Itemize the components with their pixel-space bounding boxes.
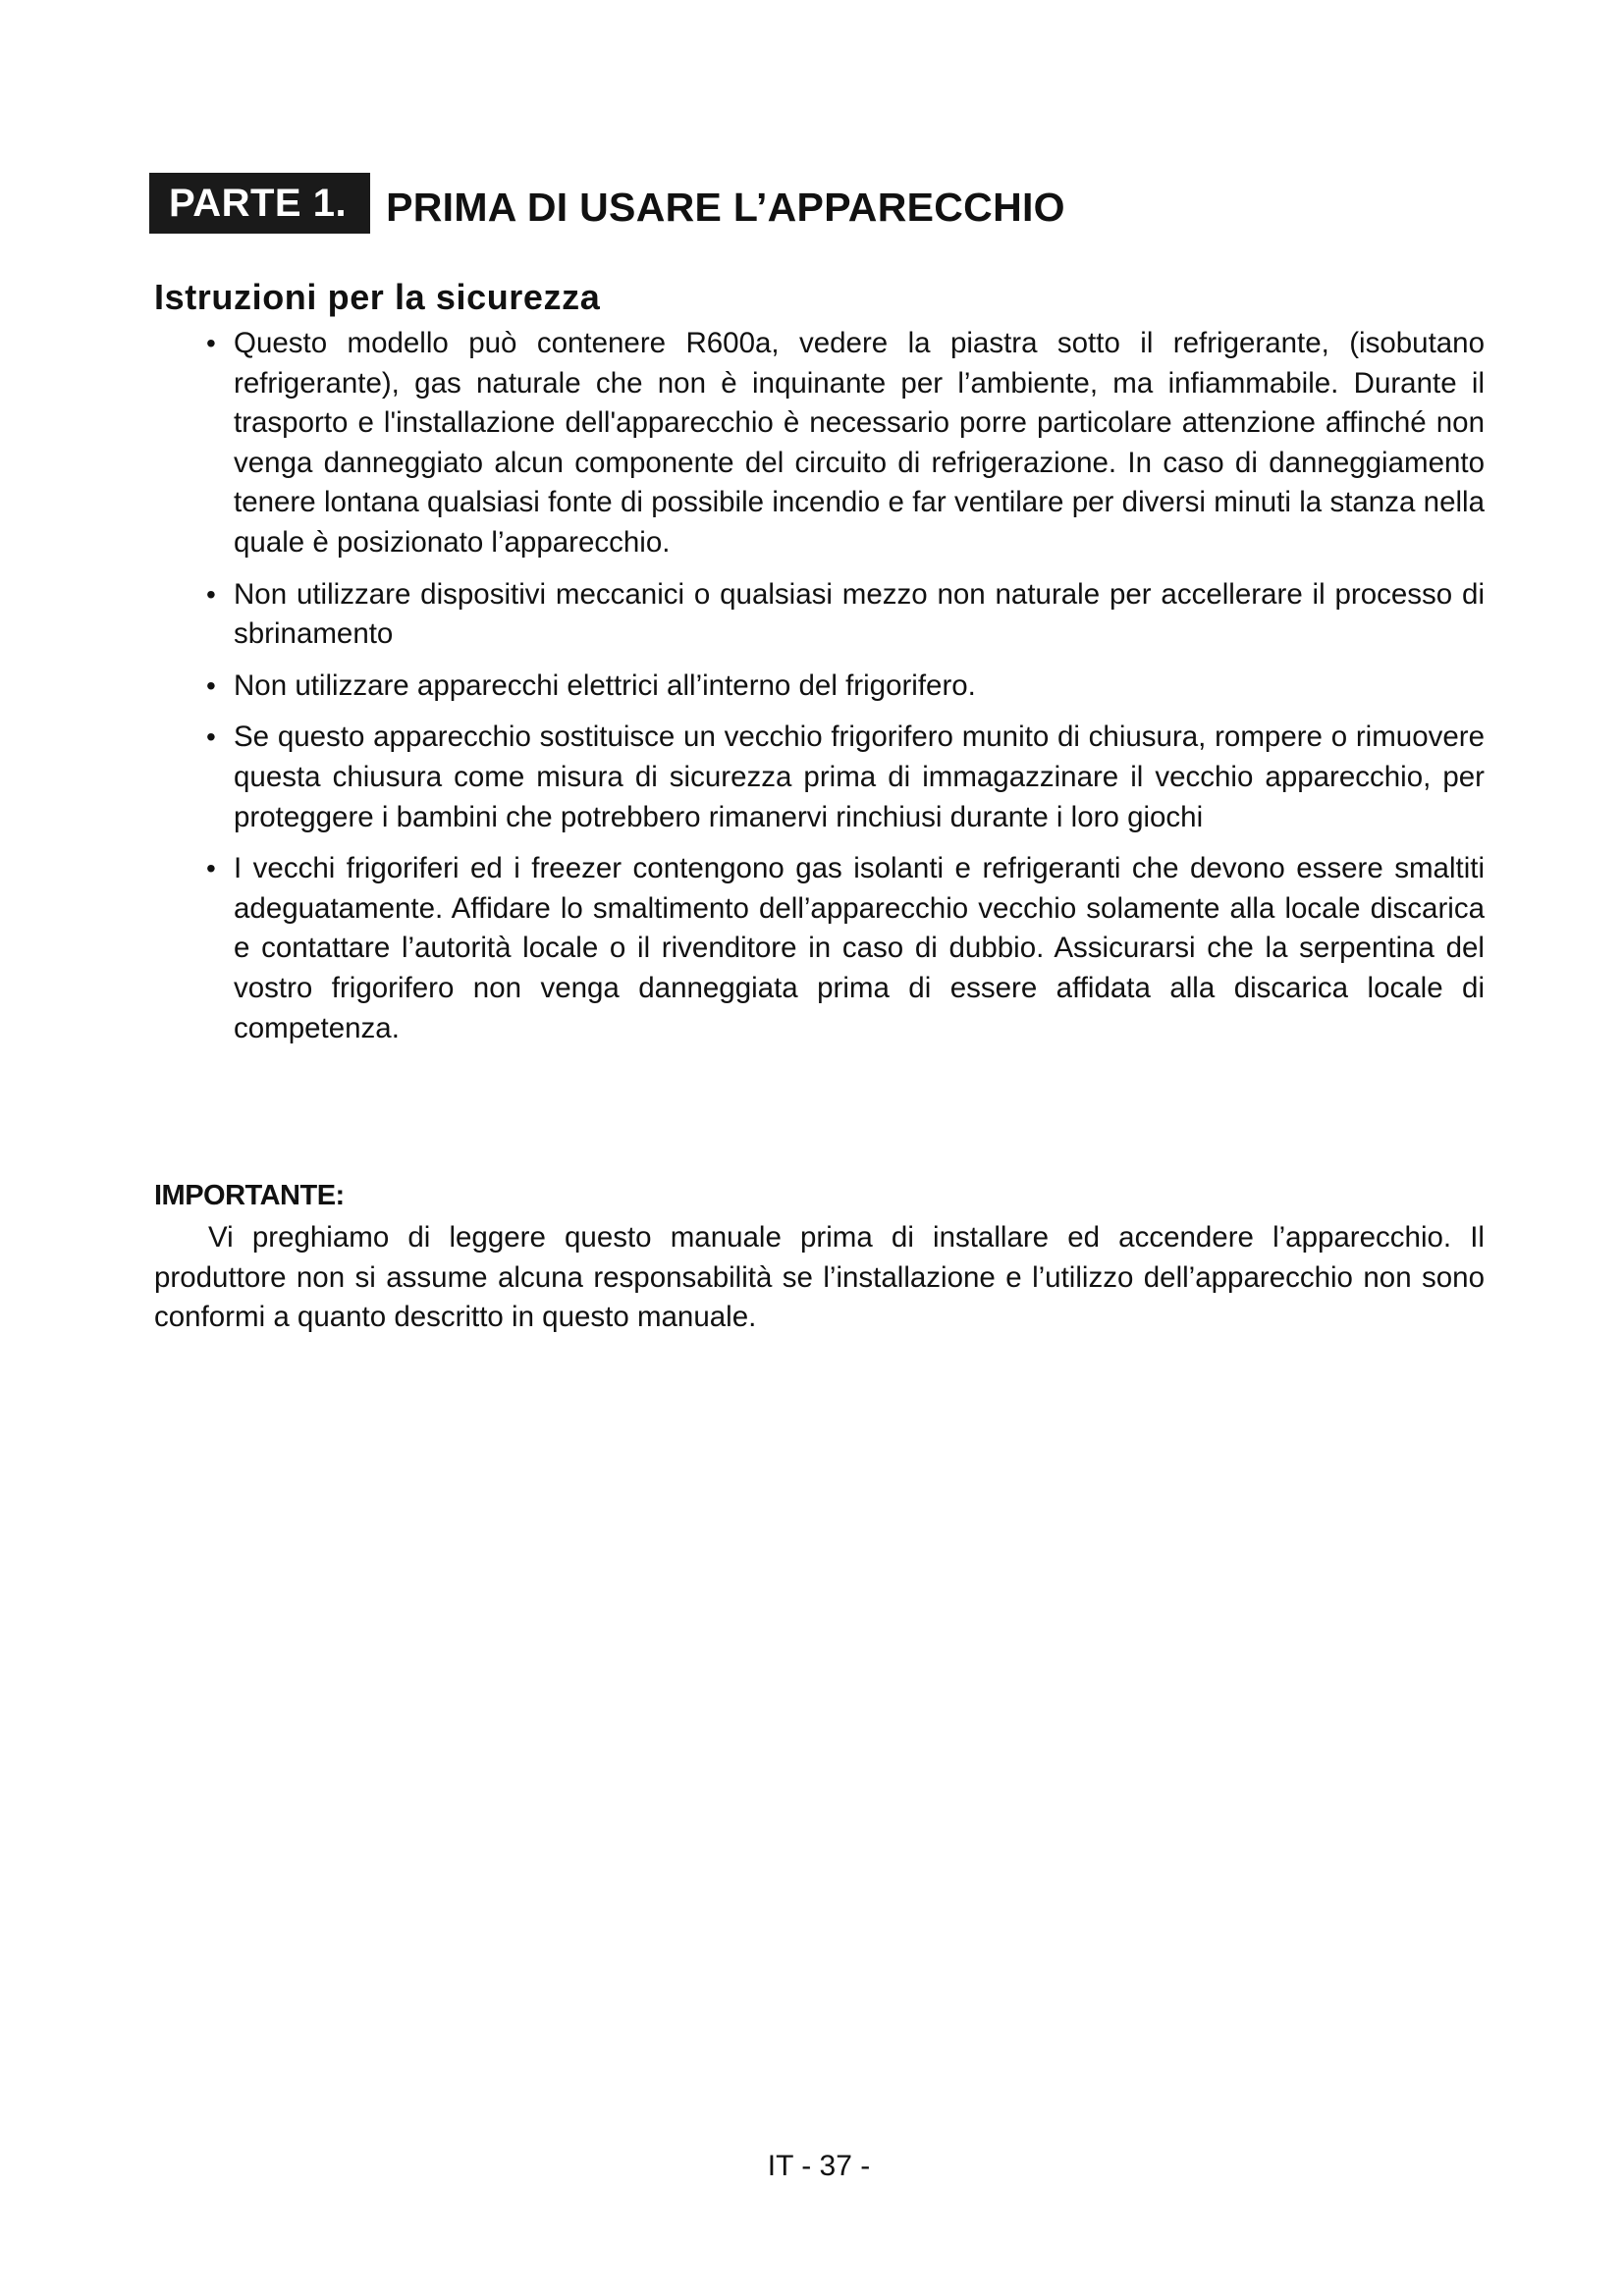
important-text: Vi preghiamo di leggere questo manuale prima di installare ed accendere l’apparecchio. Il produttore non si assume alcuna responsabilità se l’installazione e l’utilizzo dell’apparecchio non sono conformi a quanto descritto in questo manuale. xyxy=(154,1221,1485,1334)
page-number: IT - 37 - xyxy=(767,2150,871,2182)
bullet-icon: • xyxy=(206,578,216,610)
safety-item-text: Non utilizzare dispositivi meccanici o qualsiasi mezzo non naturale per accellerare il processo di sbrinamento xyxy=(234,577,1485,651)
safety-item-text: Se questo apparecchio sostituisce un vecchio frigorifero munito di chiusura, rompere o rimuovere questa chiusura come misura di sicurezza prima di immagazzinare il vecchio apparecchio, per proteggere i bambini che potrebbero rimanervi rinchiusi durante i loro giochi xyxy=(234,721,1485,833)
part-badge: PARTE 1. xyxy=(149,173,370,234)
safety-item xyxy=(206,718,1485,837)
part-header xyxy=(149,173,1065,234)
bullet-icon: • xyxy=(206,853,216,884)
part-title: PRIMA DI USARE L’APPARECCHIO xyxy=(386,185,1065,230)
important-label: IMPORTANTE: xyxy=(154,1180,345,1211)
bullet-icon: • xyxy=(206,721,216,753)
safety-item-text: Non utilizzare apparecchi elettrici all’interno del frigorifero. xyxy=(234,668,976,702)
bullet-icon: • xyxy=(206,328,216,358)
safety-item xyxy=(206,849,1485,1048)
safety-list xyxy=(206,324,1485,1060)
safety-item xyxy=(206,667,1485,707)
safety-heading: Istruzioni per la sicurezza xyxy=(154,277,601,317)
safety-item xyxy=(206,575,1485,655)
safety-item-text: Questo modello può contenere R600a, vedere la piastra sotto il refrigerante, (isobutano refrigerante), gas naturale che non è inquinante per l’ambiente, ma infiammabile. Durante il trasporto e l'installazione dell'apparecchio è necessario porre particolare attenzione affinché non venga danneggiato alcun componente del circuito di refrigerazione. In caso di danneggiamento tenere lontana qualsiasi fonte di possibile incendio e far ventilare per diversi minuti la stanza nella quale è posizionato l’apparecchio. xyxy=(234,327,1485,559)
safety-item xyxy=(206,324,1485,563)
safety-item-text: I vecchi frigoriferi ed i freezer contengono gas isolanti e refrigeranti che devono essere smaltiti adeguatamente. Affidare lo smaltimento dell’apparecchio vecchio solamente alla locale discarica e contattare l’autorità locale o il rivenditore in caso di dubbio. Assicurarsi che la serpentina del vostro frigorifero non venga danneggiata prima di essere affidata alla discarica locale di competenza. xyxy=(234,852,1485,1044)
bullet-icon: • xyxy=(206,669,216,701)
